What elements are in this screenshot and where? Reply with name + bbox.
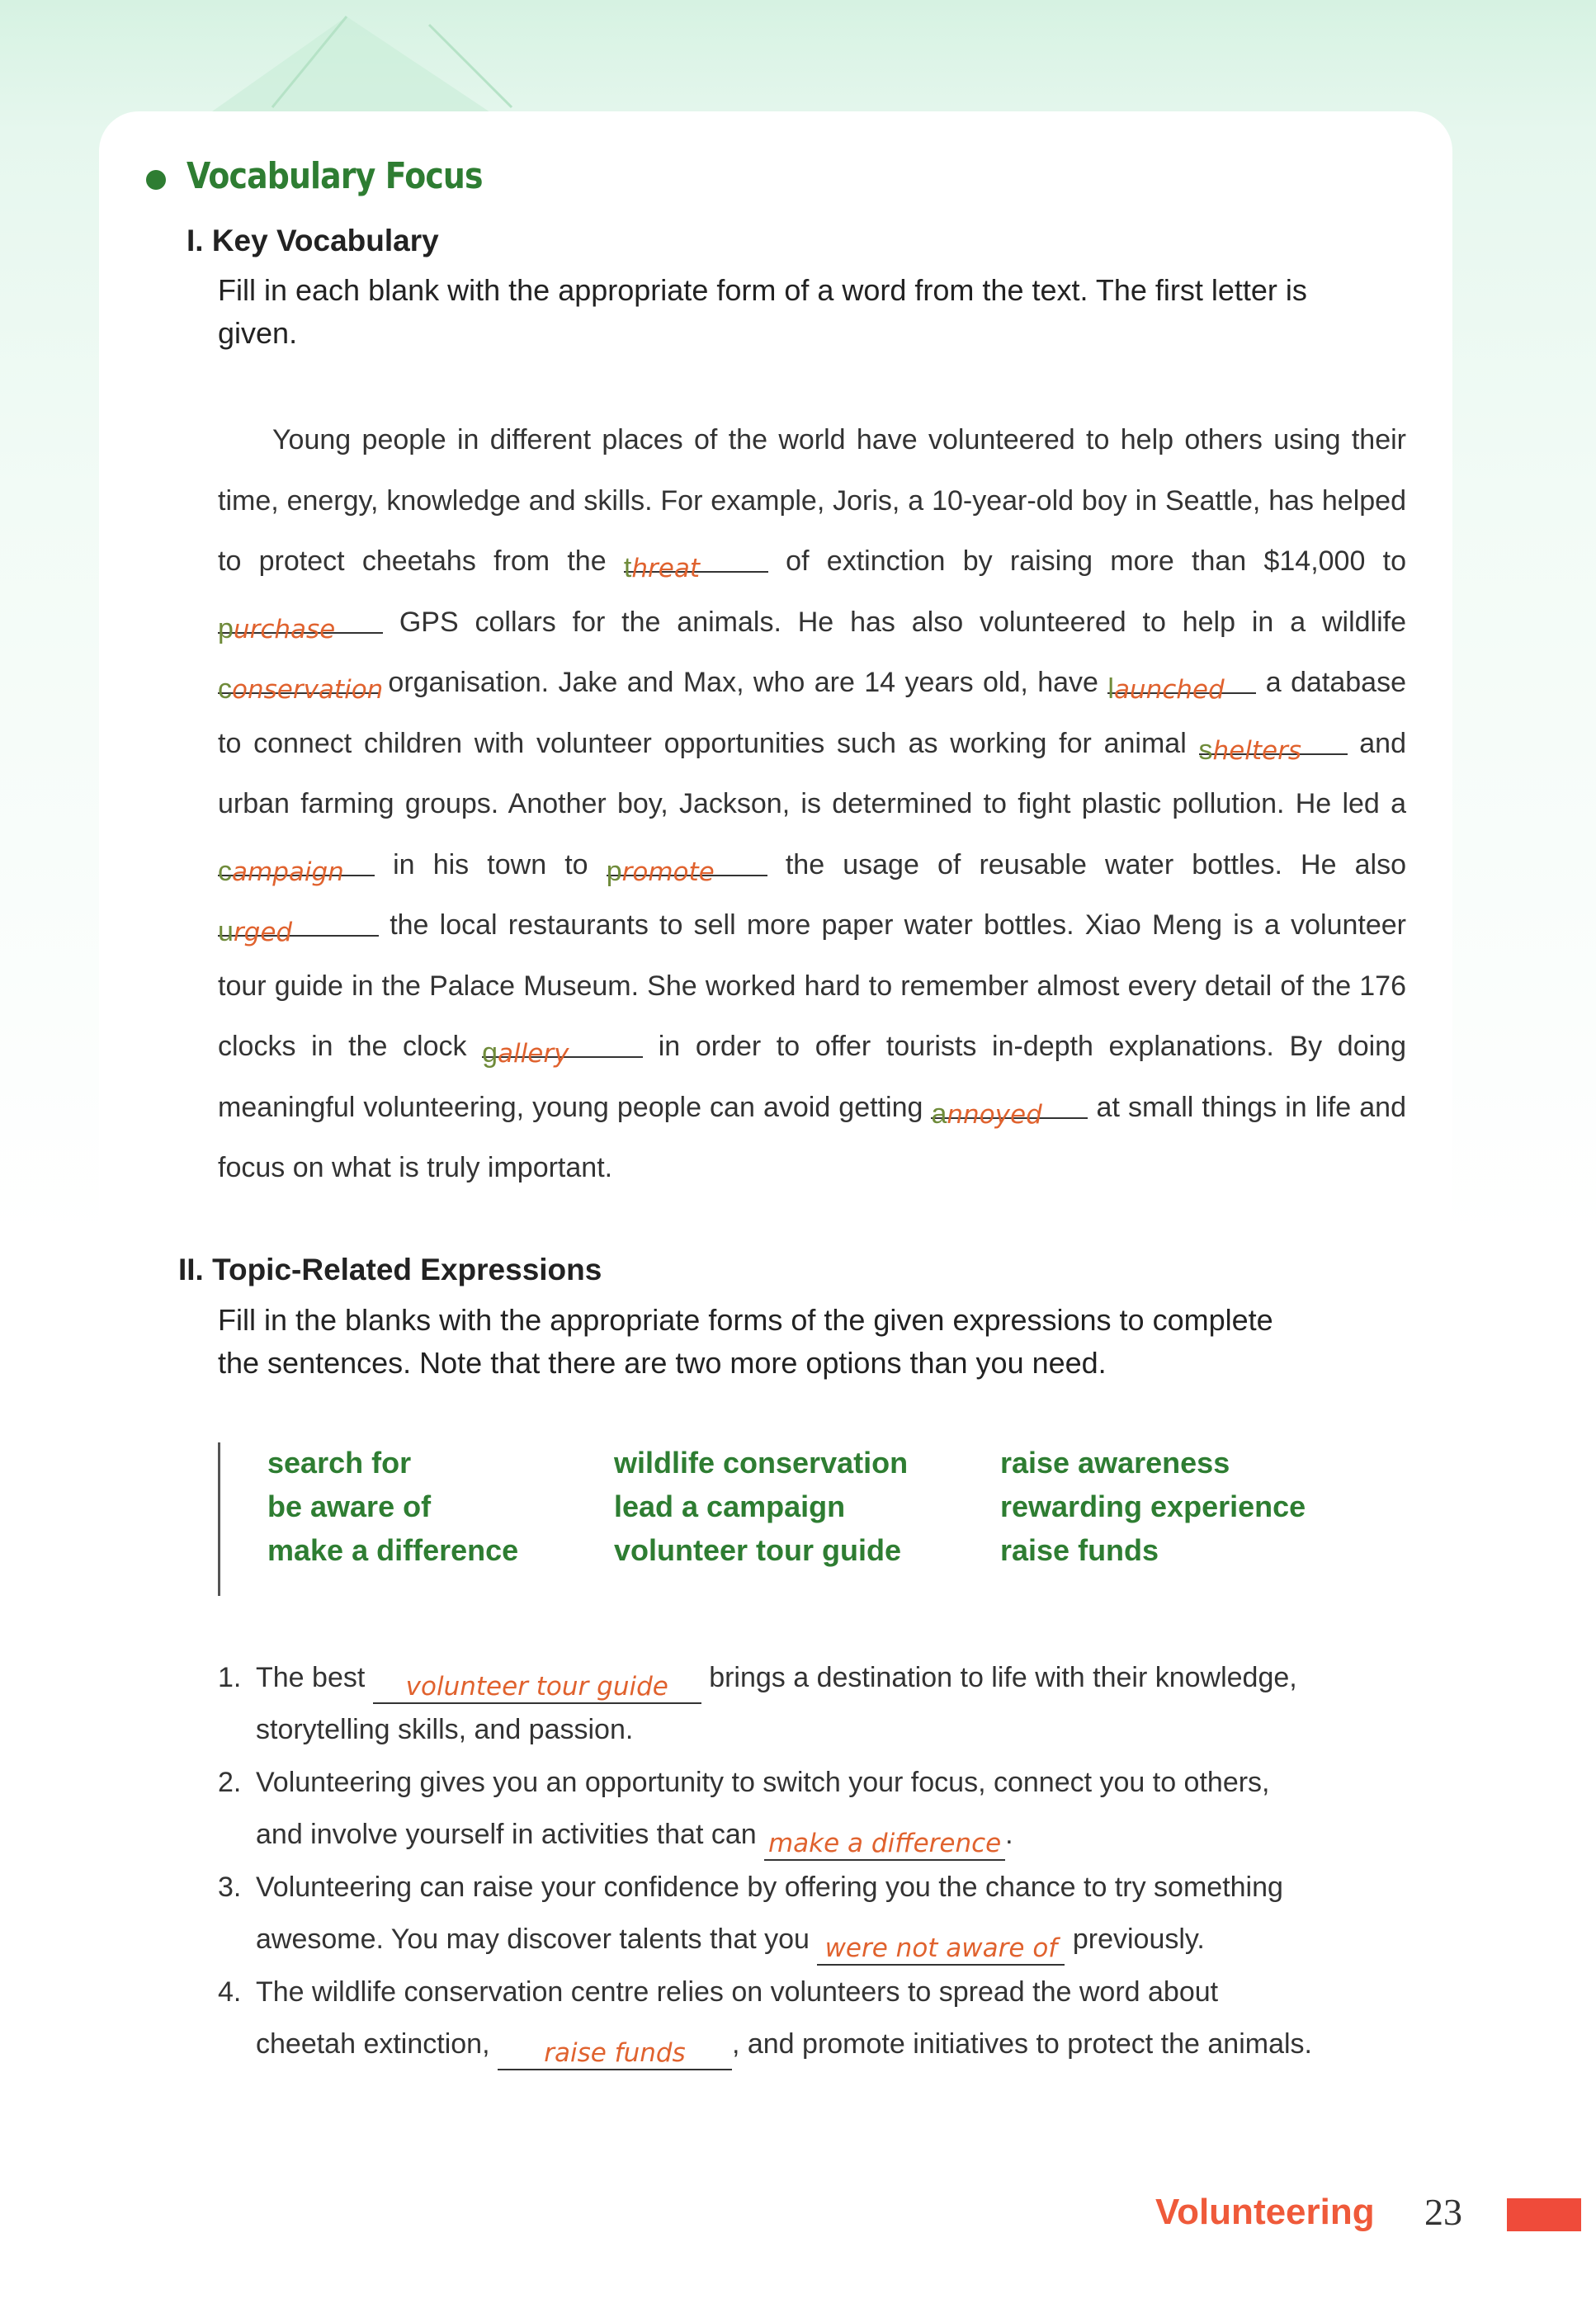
- blank-9-letter: g: [482, 1037, 498, 1069]
- part1-instruction-line1: Fill in each blank with the appropriate form of a word from the text. The first letter is: [218, 273, 1307, 307]
- answer-blank[interactable]: [817, 1929, 1065, 1966]
- passage-text: at small things in life and focus on what is truly important.: [218, 1091, 1406, 1183]
- item-text: Volunteering can raise your confidence by offering you the chance to try something: [256, 1872, 1283, 1903]
- option: be aware of: [267, 1489, 432, 1523]
- blank-9-answer: allery: [498, 1039, 569, 1069]
- option: wildlife conservation: [614, 1446, 909, 1480]
- passage-text: Young people in different places of the world have volunteered to help others using their time, energy, knowledge and skills. For example, Joris, a 10-year-old boy in Seattle, has helped to protect cheetahs from the: [218, 424, 1406, 577]
- item-number: 1.: [218, 1662, 242, 1693]
- answer: make a difference: [767, 1829, 1002, 1858]
- page-number: 23: [1424, 2191, 1462, 2233]
- blank-10-answer: nnoyed: [947, 1099, 1042, 1130]
- passage-text: of extinction by raising more than $14,000 to: [767, 545, 1406, 577]
- item-text: storytelling skills, and passion.: [256, 1714, 634, 1745]
- item-number: 2.: [218, 1767, 242, 1798]
- answer-blank[interactable]: [373, 1668, 701, 1704]
- blank-8-answer: rged: [233, 918, 293, 947]
- passage-text: organisation. Jake and Max, who are 14 years old, have: [379, 667, 1108, 698]
- blank-5-letter: s: [1198, 734, 1213, 766]
- blank-7[interactable]: [606, 842, 767, 887]
- blank-10-letter: a: [931, 1097, 947, 1130]
- bullet-icon: [146, 170, 166, 190]
- answer: raise funds: [544, 2038, 686, 2068]
- blank-5-answer: helters: [1212, 735, 1301, 766]
- option: raise funds: [1000, 1533, 1159, 1567]
- blank-8-letter: u: [218, 916, 234, 947]
- item-text: The best: [256, 1662, 373, 1693]
- blank-2-answer: urchase: [233, 614, 336, 644]
- blank-3-letter: c: [218, 673, 232, 705]
- item-text: cheetah extinction,: [256, 2028, 498, 2060]
- part2-instruction: [218, 1299, 1423, 1385]
- item-text: Volunteering gives you an opportunity to switch your focus, connect you to others,: [256, 1767, 1270, 1798]
- option: raise awareness: [1000, 1446, 1230, 1480]
- blank-9[interactable]: [482, 1023, 643, 1069]
- answer-blank[interactable]: [498, 2034, 732, 2070]
- blank-10[interactable]: [931, 1084, 1088, 1130]
- passage-text: a database to connect children with volunteer opportunities such as working for animal: [218, 667, 1406, 759]
- blank-5[interactable]: [1198, 720, 1348, 766]
- item-text: awesome. You may discover talents that you: [256, 1924, 818, 1955]
- part2-heading: II. Topic-Related Expressions: [178, 1253, 602, 1286]
- option: volunteer tour guide: [614, 1533, 902, 1567]
- blank-3[interactable]: [218, 659, 384, 705]
- blank-6-answer: ampaign: [232, 857, 344, 887]
- list-item: [218, 1966, 1406, 2070]
- blank-1-answer: hreat: [631, 554, 700, 583]
- part2-instruction-line2: the sentences. Note that there are two more options than you need.: [218, 1346, 1107, 1380]
- blank-1[interactable]: [623, 538, 768, 583]
- item-text: previously.: [1065, 1924, 1205, 1955]
- blank-2-letter: p: [218, 612, 234, 644]
- blank-6-letter: c: [218, 855, 232, 887]
- section-title: Vocabulary Focus: [187, 155, 483, 197]
- answer: volunteer tour guide: [405, 1672, 668, 1702]
- blank-4-answer: aunched: [1113, 675, 1225, 705]
- option: lead a campaign: [614, 1489, 846, 1523]
- blank-8[interactable]: [218, 902, 379, 947]
- item-number: 3.: [218, 1872, 242, 1903]
- part1-instruction-line2: given.: [218, 316, 298, 350]
- blank-7-letter: p: [606, 855, 622, 887]
- unit-title: Volunteering: [1155, 2192, 1375, 2232]
- blank-4-letter: l: [1107, 673, 1114, 705]
- item-number: 4.: [218, 1976, 242, 2008]
- blank-2[interactable]: [218, 599, 383, 644]
- list-item: [218, 1862, 1406, 1966]
- part2-instruction-line1: Fill in the blanks with the appropriate forms of the given expressions to complete: [218, 1303, 1273, 1337]
- option: make a difference: [267, 1533, 519, 1567]
- passage-text: the usage of reusable water bottles. He also: [767, 848, 1406, 880]
- passage-text: in his town to: [375, 848, 607, 880]
- item-text: .: [1005, 1819, 1013, 1850]
- part1-heading: I. Key Vocabulary: [187, 224, 439, 257]
- passage-text: the local restaurants to sell more paper water bottles. Xiao Meng is a volunteer tour guide in the Palace Museum. She worked hard to remember almost every detail of the 176 clocks in the clock: [218, 909, 1406, 1062]
- answer-blank[interactable]: [764, 1824, 1005, 1861]
- list-item: [218, 1757, 1406, 1861]
- passage-text: in order to offer tourists in-depth explanations. By doing meaningful volunteering, young people can avoid getting: [218, 1031, 1406, 1123]
- options-box-border: [218, 1442, 220, 1596]
- item-text: and involve yourself in activities that can: [256, 1819, 765, 1850]
- passage-text: and urban farming groups. Another boy, Jackson, is determined to fight plastic pollution. He led a: [218, 727, 1406, 819]
- item-text: , and promote initiatives to protect the animals.: [731, 2028, 1312, 2060]
- blank-1-letter: t: [623, 552, 632, 583]
- item-text: The wildlife conservation centre relies on volunteers to spread the word about: [256, 1976, 1219, 2008]
- footer-color-bar: [1507, 2198, 1581, 2231]
- blank-7-answer: romote: [621, 857, 715, 887]
- option: search for: [267, 1446, 412, 1480]
- passage: [218, 410, 1406, 1199]
- blank-3-answer: onservation: [232, 675, 384, 705]
- answer: were not aware of: [824, 1933, 1058, 1963]
- item-text: brings a destination to life with their knowledge,: [701, 1662, 1297, 1693]
- blank-6[interactable]: [218, 842, 375, 887]
- option: rewarding experience: [1000, 1489, 1306, 1523]
- passage-text: GPS collars for the animals. He has also volunteered to help in a wildlife: [383, 606, 1406, 638]
- blank-4[interactable]: [1107, 659, 1256, 705]
- part1-instruction: [218, 269, 1423, 355]
- list-item: [218, 1652, 1406, 1756]
